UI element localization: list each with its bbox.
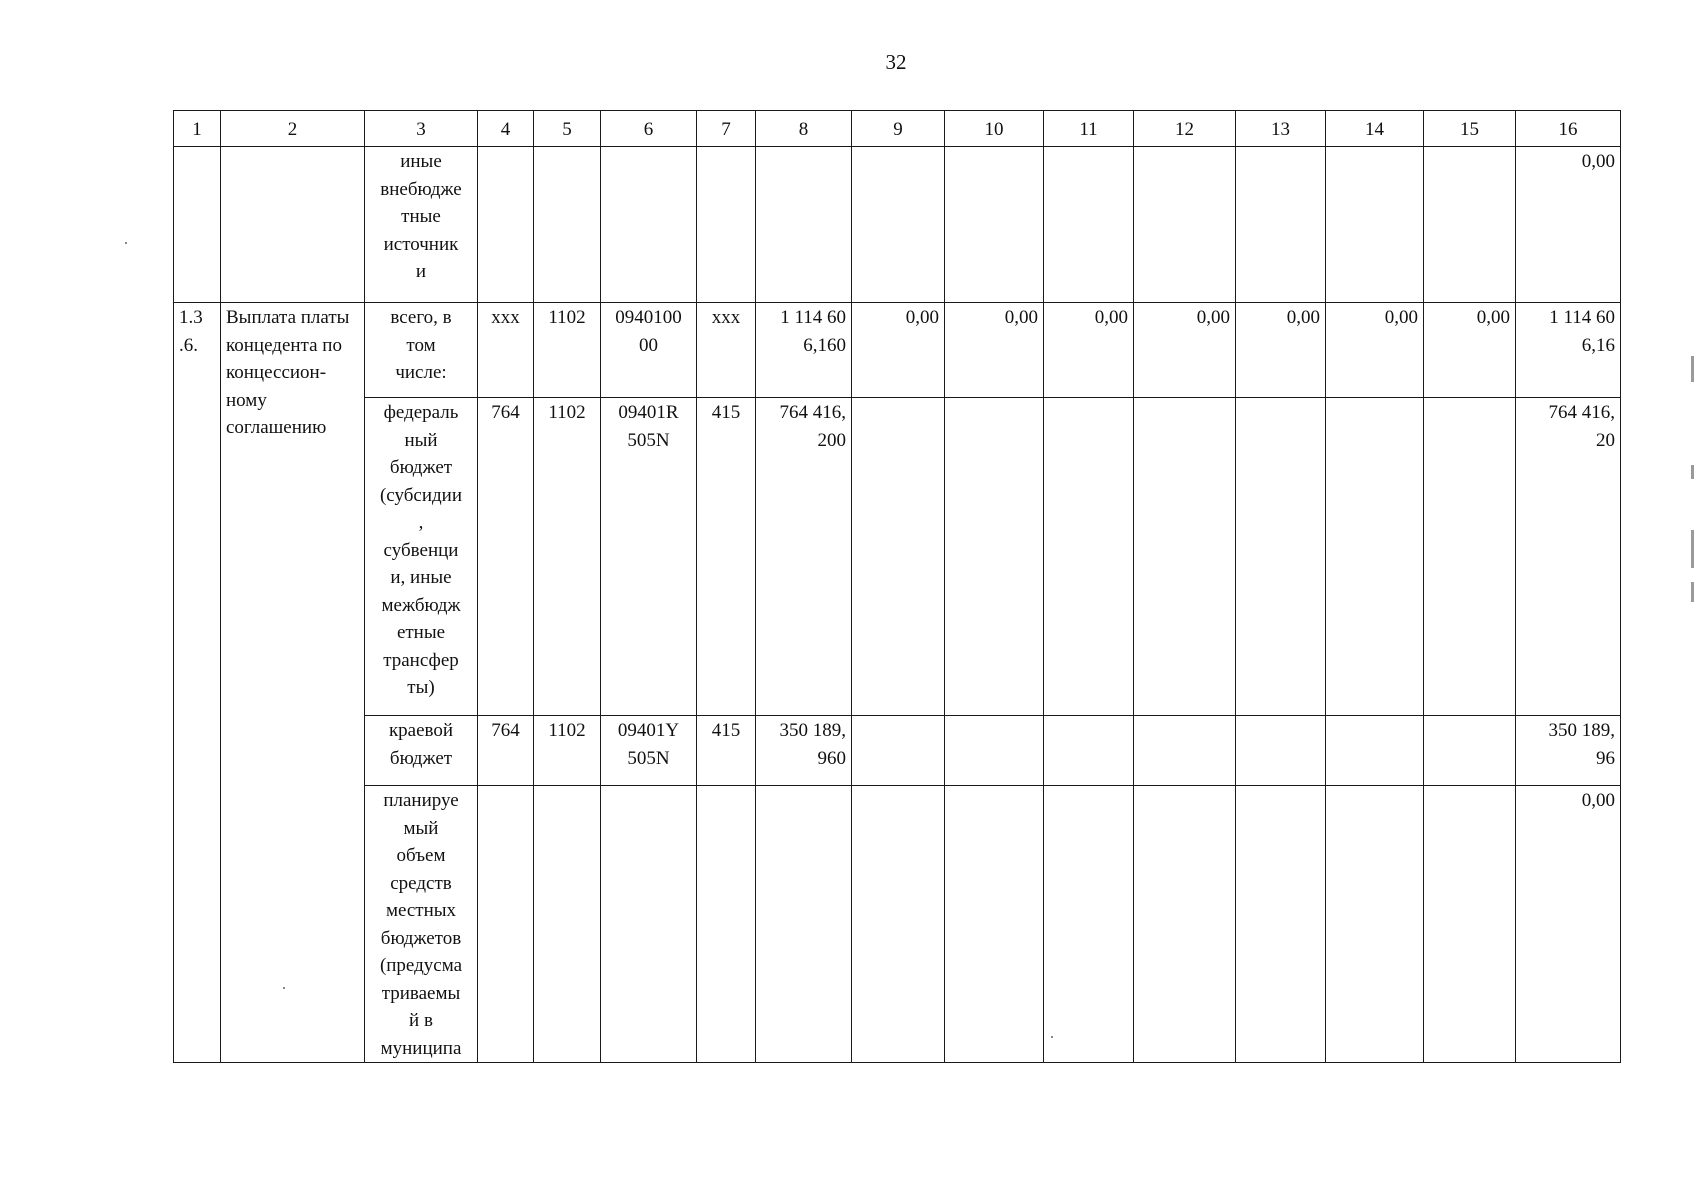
- header-cell: 10: [945, 111, 1044, 147]
- table-cell: [1236, 786, 1326, 1063]
- table-cell: [852, 786, 945, 1063]
- header-cell: 4: [478, 111, 534, 147]
- table-cell: [852, 147, 945, 303]
- table-cell: [756, 786, 852, 1063]
- table-cell: [1134, 786, 1236, 1063]
- header-cell: 16: [1516, 111, 1621, 147]
- scan-margin-mark: [1691, 582, 1694, 602]
- table-cell: [1424, 716, 1516, 786]
- table-cell: [945, 716, 1044, 786]
- table-row: [174, 786, 1621, 1063]
- table-cell: 415: [697, 716, 756, 786]
- table-cell: 0,00: [1044, 303, 1134, 398]
- table-cell: 764: [478, 716, 534, 786]
- total-cell: 764 416, 20: [1516, 398, 1621, 716]
- table-cell: [534, 147, 601, 303]
- header-cell: 8: [756, 111, 852, 147]
- table-cell: [1326, 398, 1424, 716]
- table-cell: 0,00: [1326, 303, 1424, 398]
- table-cell: [1424, 398, 1516, 716]
- table-cell: [1236, 147, 1326, 303]
- header-cell: 12: [1134, 111, 1236, 147]
- table-cell: [1424, 147, 1516, 303]
- table-header-row: [174, 111, 1621, 147]
- header-cell: 3: [365, 111, 478, 147]
- table-row: [174, 398, 1621, 716]
- table-cell: 0,00: [852, 303, 945, 398]
- funding-source-cell: федераль ный бюджет (субсидии , субвенци и, иные межбюдж етные трансфер ты): [365, 398, 478, 716]
- table-cell: [852, 398, 945, 716]
- header-cell: 13: [1236, 111, 1326, 147]
- header-cell: 14: [1326, 111, 1424, 147]
- table-cell: [945, 398, 1044, 716]
- total-cell: 1 114 60 6,16: [1516, 303, 1621, 398]
- table-row: [174, 716, 1621, 786]
- table-cell: 09401R 505N: [601, 398, 697, 716]
- header-cell: 9: [852, 111, 945, 147]
- table-cell: 0,00: [1236, 303, 1326, 398]
- table-cell: [221, 147, 365, 303]
- total-cell: 0,00: [1516, 147, 1621, 303]
- table-cell: [1326, 716, 1424, 786]
- table-cell: 09401Y 505N: [601, 716, 697, 786]
- table-cell: [1134, 398, 1236, 716]
- table-cell: [478, 786, 534, 1063]
- table-cell: [1236, 398, 1326, 716]
- table-cell: 1102: [534, 398, 601, 716]
- scan-margin-mark: [1691, 530, 1694, 568]
- table-cell: [697, 147, 756, 303]
- budget-table: [173, 110, 1621, 1063]
- total-cell: 350 189, 96: [1516, 716, 1621, 786]
- table-cell: [945, 786, 1044, 1063]
- table-cell: [945, 147, 1044, 303]
- table-cell: 1102: [534, 716, 601, 786]
- header-cell: 5: [534, 111, 601, 147]
- table-cell: [174, 147, 221, 303]
- table-cell: [1326, 147, 1424, 303]
- table-row: [174, 303, 1621, 398]
- scan-speck: [283, 987, 285, 989]
- table-cell: 350 189, 960: [756, 716, 852, 786]
- table-cell: 0,00: [1134, 303, 1236, 398]
- funding-source-cell: всего, в том числе:: [365, 303, 478, 398]
- table-cell: 415: [697, 398, 756, 716]
- section-name-cell: Выплата платы концедента по концессион-ному соглашению: [221, 303, 365, 1063]
- table-cell: [478, 147, 534, 303]
- header-cell: 6: [601, 111, 697, 147]
- total-cell: 0,00: [1516, 786, 1621, 1063]
- table-cell: 0,00: [945, 303, 1044, 398]
- header-cell: 7: [697, 111, 756, 147]
- table-cell: [852, 716, 945, 786]
- table-cell: [756, 147, 852, 303]
- table-cell: [1424, 786, 1516, 1063]
- header-cell: 2: [221, 111, 365, 147]
- table-cell: [697, 786, 756, 1063]
- table-cell: [601, 147, 697, 303]
- table-cell: 0940100 00: [601, 303, 697, 398]
- table-cell: 1102: [534, 303, 601, 398]
- table-cell: xxx: [478, 303, 534, 398]
- table-cell: [1044, 147, 1134, 303]
- table-cell: [1044, 716, 1134, 786]
- header-cell: 1: [174, 111, 221, 147]
- table-row: [174, 147, 1621, 303]
- table-cell: 1 114 60 6,160: [756, 303, 852, 398]
- scan-margin-mark: [1691, 356, 1694, 382]
- scan-margin-mark: [1691, 465, 1694, 479]
- funding-source-cell: краевой бюджет: [365, 716, 478, 786]
- table-cell: 764: [478, 398, 534, 716]
- table-cell: [1134, 147, 1236, 303]
- header-cell: 11: [1044, 111, 1134, 147]
- page-number: 32: [885, 50, 907, 74]
- table-cell: [1044, 398, 1134, 716]
- scan-speck: [125, 242, 127, 244]
- table-cell: [1326, 786, 1424, 1063]
- table-cell: [534, 786, 601, 1063]
- funding-source-cell: иные внебюдже тные источник и: [365, 147, 478, 303]
- table-cell: 0,00: [1424, 303, 1516, 398]
- section-number-cell: 1.3 .6.: [174, 303, 221, 1063]
- table-cell: [1236, 716, 1326, 786]
- funding-source-cell: планируе мый объем средств местных бюджетов (предусма триваемы й в муниципа: [365, 786, 478, 1063]
- table-cell: 764 416, 200: [756, 398, 852, 716]
- table-cell: [601, 786, 697, 1063]
- table-cell: [1044, 786, 1134, 1063]
- header-cell: 15: [1424, 111, 1516, 147]
- table-cell: [1134, 716, 1236, 786]
- scan-speck: [1051, 1036, 1053, 1038]
- table-cell: xxx: [697, 303, 756, 398]
